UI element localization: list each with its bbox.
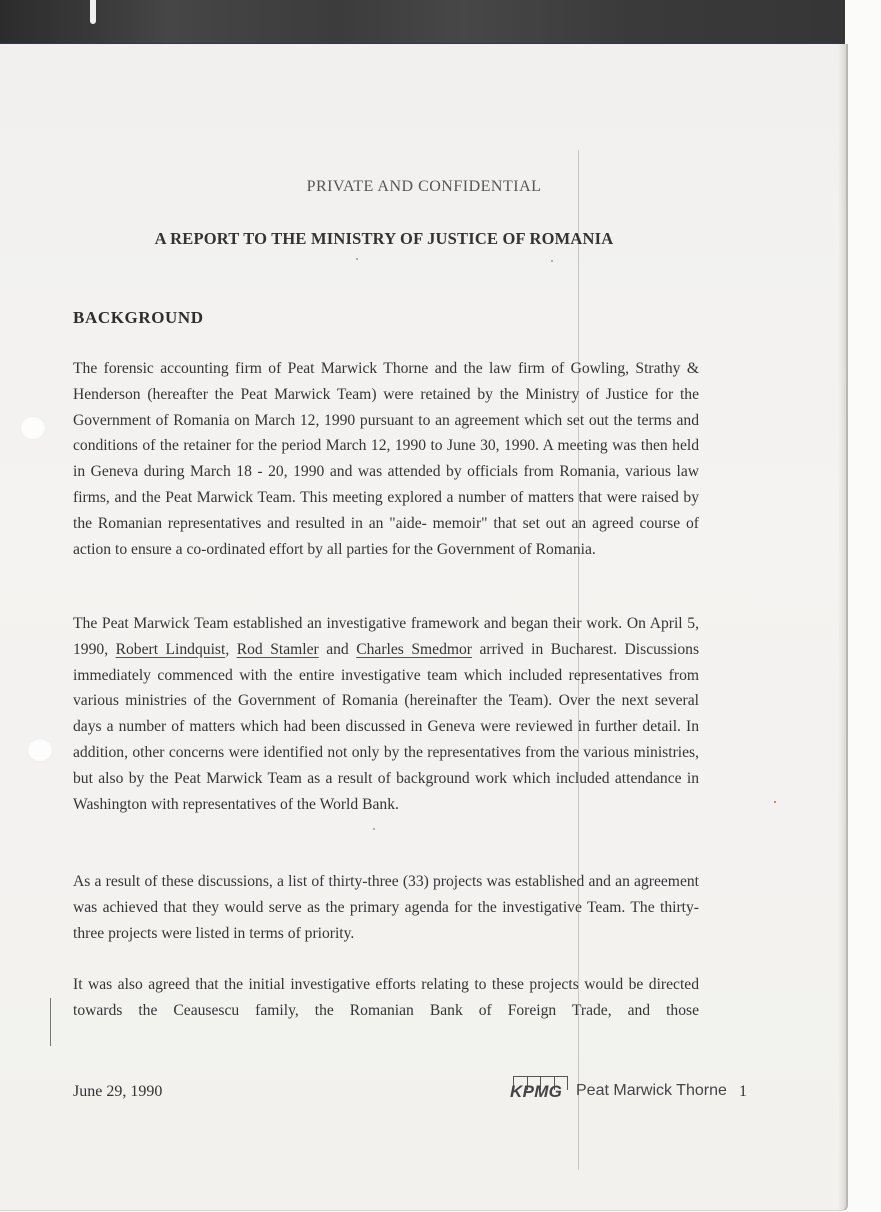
underlined-name: Charles Smedmor bbox=[356, 640, 473, 658]
page-number: 1 bbox=[739, 1083, 747, 1100]
paragraph-text: and bbox=[318, 640, 357, 658]
punch-hole bbox=[20, 416, 46, 440]
punch-hole bbox=[27, 738, 53, 762]
paragraph: As a result of these discussions, a list of thirty-three (33) projects was established and an agreement was achieved that they would serve as the primary agenda for the investigative Team. The thirty-three projects were listed in terms of priority. bbox=[73, 873, 699, 942]
underlined-name: Rod Stamler bbox=[236, 640, 319, 658]
paragraph-text: , bbox=[225, 640, 237, 658]
paragraph-text: arrived in Bucharest. Discussions immediately commenced with the entire investigative team which included representatives from various ministries of the Government of Romania (hereinafter the Team). Over the next several days a number of matters which had been discussed in Geneva were reviewed in further detail. In addition, other concerns were identified not only by the representatives from the various ministries, but also by the Peat Marwick Team as a result of background work which included attendance in Washington with representatives of the World Bank. bbox=[73, 640, 700, 813]
footer-date: June 29, 1990 bbox=[73, 1083, 163, 1100]
scan-right-margin bbox=[848, 0, 881, 1212]
footer-branding bbox=[510, 1074, 727, 1102]
kpmg-logo bbox=[510, 1076, 568, 1102]
scan-speck bbox=[356, 258, 358, 260]
firm-name: Peat Marwick Thorne bbox=[576, 1082, 727, 1099]
scan-speck bbox=[551, 260, 553, 262]
paragraph bbox=[73, 611, 699, 817]
scan-dark-band bbox=[0, 0, 845, 44]
report-title: A REPORT TO THE MINISTRY OF JUSTICE OF ROMANIA bbox=[154, 229, 614, 248]
paragraph: The forensic accounting firm of Peat Marwick Thorne and the law firm of Gowling, Strathy & Henderson (hereafter the Peat Marwick Team) were retained by the Ministry of Justice for the Government of Romania on March 12, 1990 pursuant to an agreement which set out the terms and conditions of the retainer for the period March 12, 1990 to June 30, 1990. A meeting was then held in Geneva during March 18 - 20, 1990 and was attended by officials from Romania, various law firms, and the Peat Marwick Team. This meeting explored a number of matters that were raised by the Romanian representatives and resulted in an "aide- memoir" that set out an agreed course of action to ensure a co-ordinated effort by all parties for the Government of Romania. bbox=[73, 360, 699, 558]
paragraph: It was also agreed that the initial investigative efforts relating to these projects would be directed towards the Ceausescu family, the Romanian Bank of Foreign Trade, and those bbox=[73, 976, 699, 1019]
scan-speck bbox=[774, 801, 776, 803]
section-heading: BACKGROUND bbox=[73, 308, 204, 327]
scan-speck bbox=[373, 828, 375, 830]
page-edge-shadow bbox=[838, 44, 846, 1210]
margin-pen-mark bbox=[50, 998, 51, 1046]
logo-text: KPMG bbox=[510, 1082, 563, 1101]
scan-streak bbox=[90, 0, 96, 24]
underlined-name: Robert Lindquist bbox=[115, 640, 226, 658]
classification-label: PRIVATE AND CONFIDENTIAL bbox=[306, 178, 542, 195]
paragraph-text: The Peat Marwick Team established an investigative framework and began their work. On April 5, 1990, bbox=[73, 615, 699, 658]
